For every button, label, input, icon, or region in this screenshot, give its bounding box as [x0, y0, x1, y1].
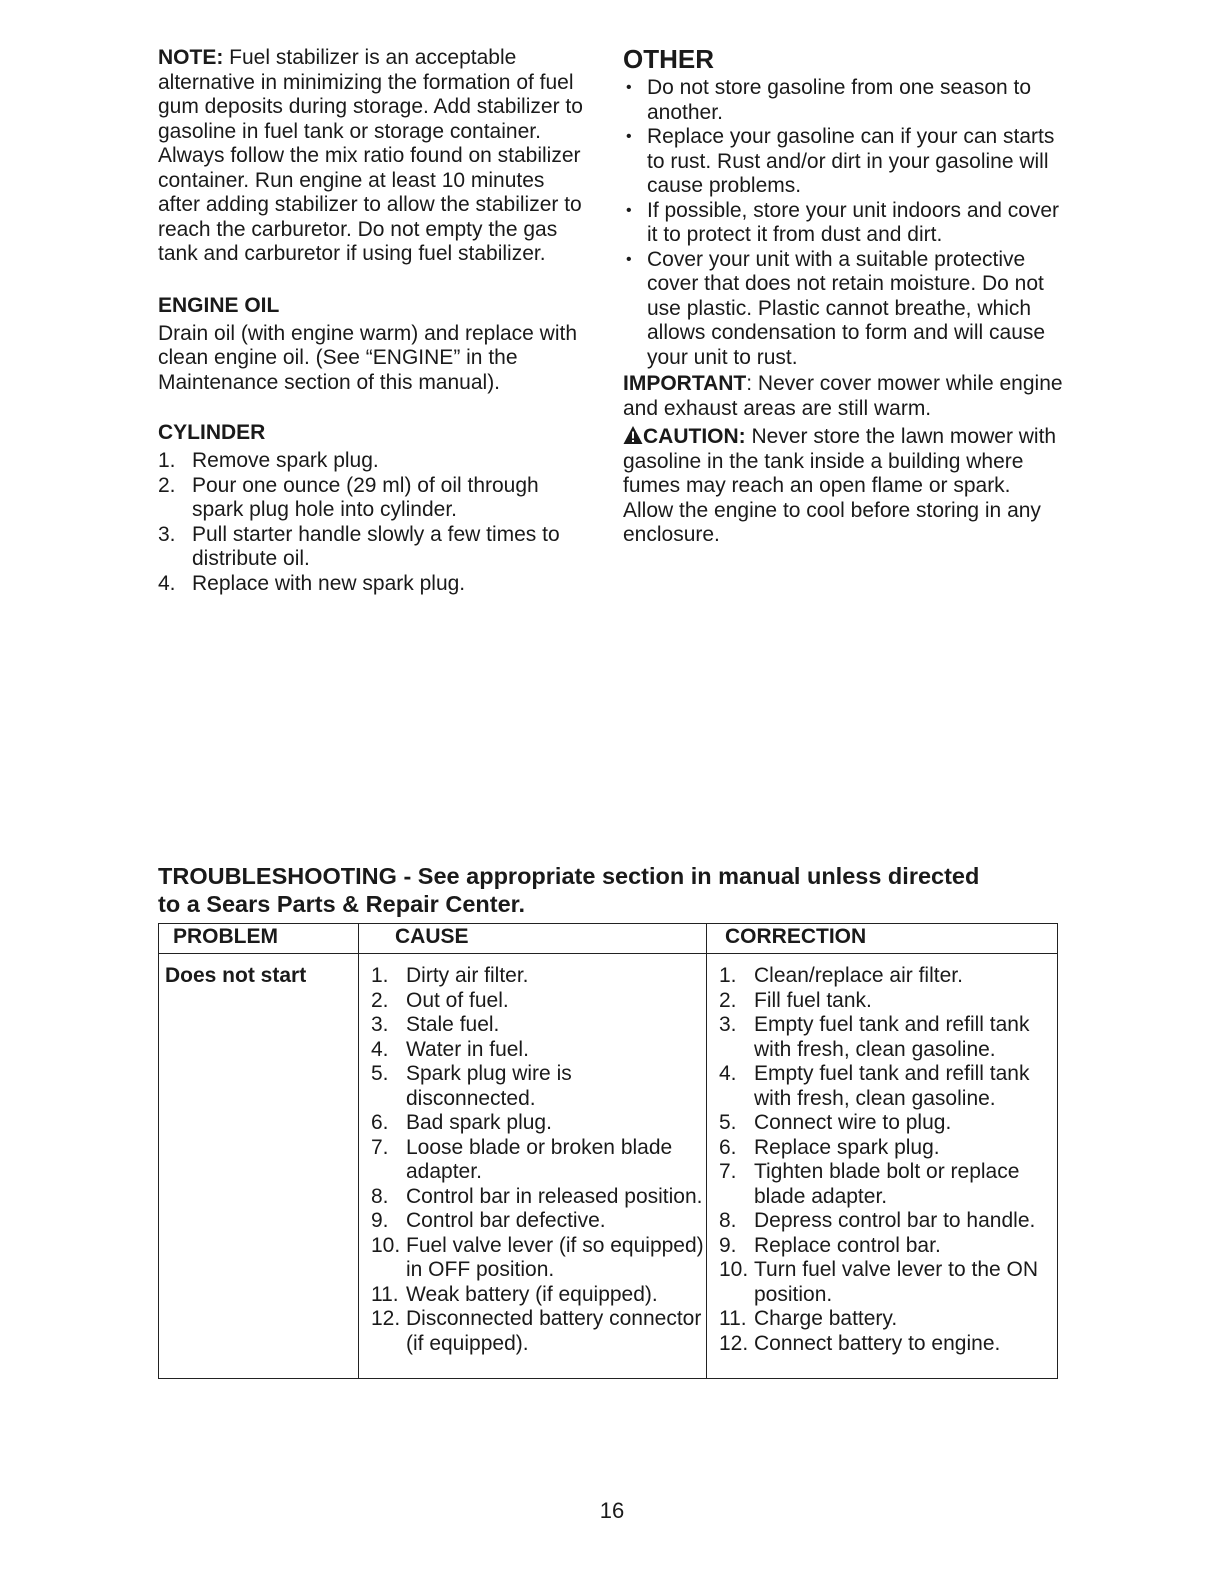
important-paragraph [623, 372, 1063, 421]
list-item: 2. Pour one ounce (29 ml) of oil through spark plug hole into cylinder. [158, 473, 539, 521]
list-item: 8. Depress control bar to handle. [719, 1209, 1036, 1232]
list-item: • Do not store gasoline from one season to another. [626, 76, 1032, 124]
list-item: 12. Disconnected battery connector (if equipped). [371, 1307, 702, 1355]
right-column [623, 44, 1063, 548]
troubleshooting-title [158, 862, 1078, 918]
engine-oil-text: Drain oil (with engine warm) and replace with clean engine oil. (See “ENGINE” in the Maintenance section of this manual). [158, 321, 578, 394]
warning-triangle-icon [623, 425, 643, 445]
note-text: Fuel stabilizer is an acceptable alternative in minimizing the formation of fuel gum deposits during storage. Add stabilizer to gasoline in fuel tank or storage container. Always follow the mix ratio found on stabilizer container. Run engine at least 10 minutes after adding stabilizer to allow the stabilizer to reach the carburetor. Do not empty the gas tank and carburetor if using fuel stabilizer. [158, 46, 583, 265]
cylinder-heading: CYLINDER [158, 421, 266, 444]
col-header-correction: CORRECTION [707, 924, 1058, 954]
list-item: 1. Clean/replace air filter. [719, 964, 963, 987]
caution-text: Never store the lawn mower with gasoline in the tank inside a building where fumes may reach an open flame or spark. Allow the engine to cool before storing in any enclosure. [623, 425, 1057, 546]
correction-cell [707, 954, 1058, 1379]
troubleshooting-table [158, 923, 1058, 1379]
list-item: 12. Connect battery to engine. [719, 1331, 1001, 1355]
col-header-cause: CAUSE [359, 924, 707, 954]
note-paragraph [158, 46, 590, 267]
list-item: 11. Charge battery. [719, 1307, 898, 1330]
note-label: NOTE: [158, 46, 224, 69]
list-item: 6. Replace spark plug. [719, 1135, 940, 1159]
list-item: 4. Replace with new spark plug. [158, 571, 466, 595]
troubleshooting-title-line2: to a Sears Parts & Repair Center. [158, 891, 526, 917]
list-item: • If possible, store your unit indoors and cover it to protect it from dust and dirt. [626, 198, 1060, 246]
list-item: • Cover your unit with a suitable protective cover that does not retain moisture. Do not use plastic. Plastic cannot breathe, which allows condensation to form and will cause your unit to rust. [626, 247, 1046, 369]
list-item: 7. Loose blade or broken blade adapter. [371, 1135, 673, 1183]
left-column [158, 46, 590, 596]
list-item: 10. Fuel valve lever (if so equipped) in OFF position. [371, 1233, 704, 1281]
caution-paragraph [623, 425, 1063, 548]
list-item: 9. Replace control bar. [719, 1233, 941, 1257]
list-item: 4. Water in fuel. [371, 1037, 529, 1061]
important-label: IMPORTANT [623, 372, 747, 395]
table-row [159, 954, 1058, 1379]
engine-oil-heading: ENGINE OIL [158, 293, 280, 317]
other-bullets [623, 76, 1063, 370]
table-header-row [159, 924, 1058, 954]
list-item: 5. Spark plug wire is disconnected. [371, 1062, 572, 1110]
other-heading: OTHER [623, 44, 714, 74]
important-text: : Never cover mower while engine and exhaust areas are still warm. [623, 372, 1063, 420]
list-item: 8. Control bar in released position. [371, 1184, 703, 1208]
list-item: 3. Empty fuel tank and refill tank with fresh, clean gasoline. [719, 1013, 1030, 1061]
problem-cell: Does not start [159, 954, 359, 1379]
list-item: 9. Control bar defective. [371, 1209, 606, 1232]
list-item: 2. Out of fuel. [371, 988, 509, 1012]
col-header-problem: PROBLEM [159, 924, 359, 954]
caution-label: CAUTION: [643, 425, 746, 448]
cause-cell [359, 954, 707, 1379]
list-item: 2. Fill fuel tank. [719, 988, 872, 1012]
list-item: 5. Connect wire to plug. [719, 1111, 952, 1134]
list-item: 6. Bad spark plug. [371, 1111, 552, 1134]
list-item: 10. Turn fuel valve lever to the ON position. [719, 1258, 1039, 1306]
list-item: 1. Remove spark plug. [158, 449, 379, 472]
page-number: 16 [599, 1498, 625, 1523]
list-item: 4. Empty fuel tank and refill tank with fresh, clean gasoline. [719, 1062, 1030, 1110]
troubleshooting-title-line1: TROUBLESHOOTING - See appropriate section in manual unless directed [158, 863, 980, 889]
list-item: • Replace your gasoline can if your can starts to rust. Rust and/or dirt in your gasoline will cause problems. [626, 125, 1055, 197]
list-item: 3. Pull starter handle slowly a few times to distribute oil. [158, 522, 560, 570]
cylinder-steps [158, 449, 590, 596]
list-item: 3. Stale fuel. [371, 1013, 500, 1036]
list-item: 7. Tighten blade bolt or replace blade adapter. [719, 1160, 1020, 1208]
list-item: 1. Dirty air filter. [371, 964, 529, 987]
list-item: 11. Weak battery (if equipped). [371, 1282, 658, 1306]
